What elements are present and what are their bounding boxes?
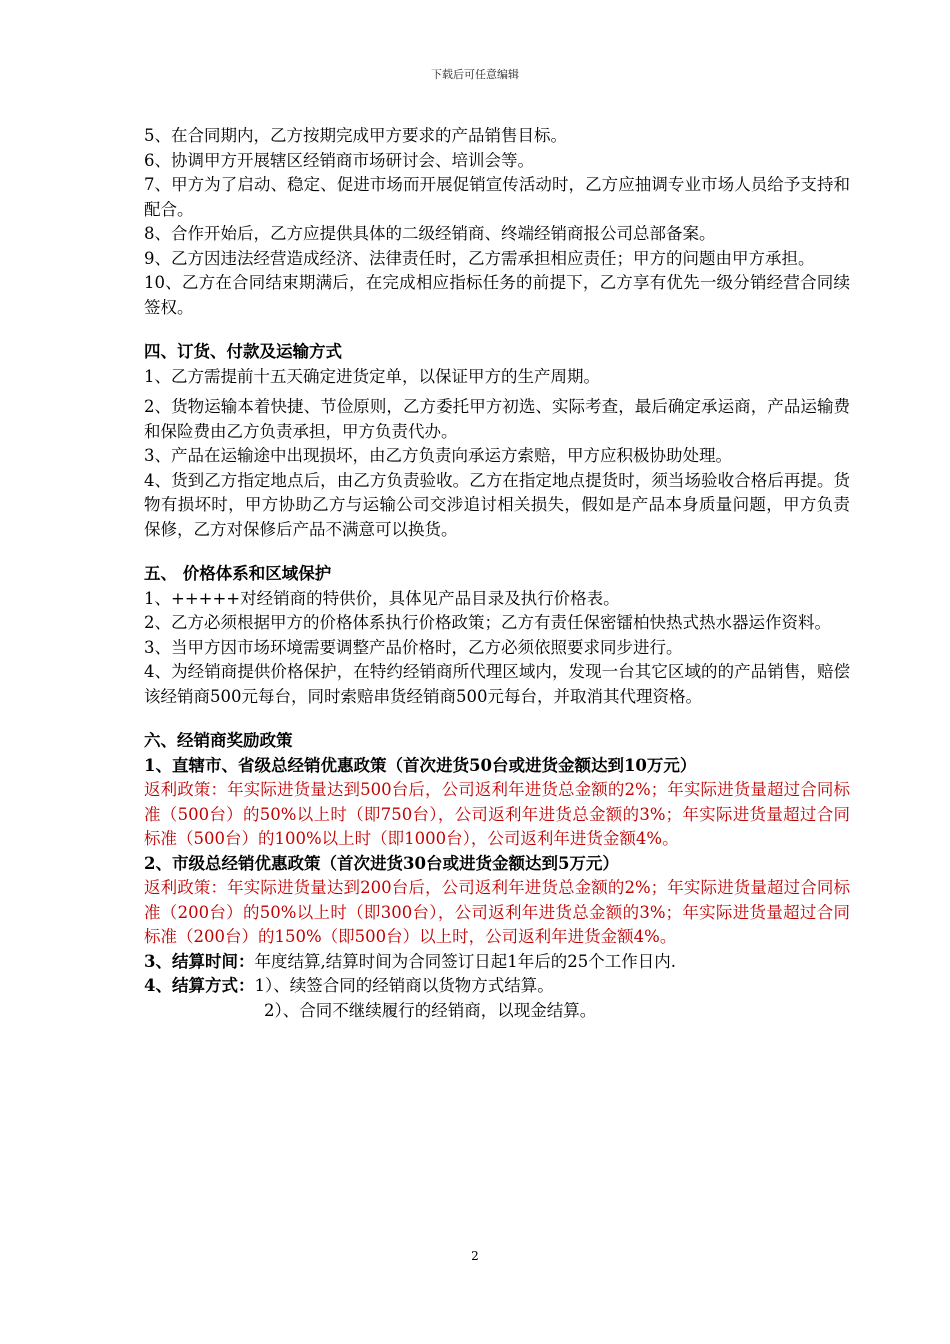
clause-5: 5、在合同期内，乙方按期完成甲方要求的产品销售目标。 [144, 126, 567, 145]
clause-9: 9、乙方因违法经营造成经济、法律责任时，乙方需承担相应责任；甲方的问题由甲方承担。 [144, 248, 815, 268]
section-4-item-2: 2、货物运输本着快捷、节俭原则，乙方委托甲方初选、实际考查，最后确定承运商，产品运输费和保险费由乙方负责承担，甲方负责代办。 [144, 397, 850, 441]
section-6-sub3-text: 年度结算,结算时间为合同签订日起1年后的25个工作日内. [254, 951, 676, 971]
section-6-title: 六、经销商奖励政策 [144, 731, 293, 750]
section-6-sub4 [144, 974, 850, 999]
section-6-sub3-label: 3、结算时间： [144, 951, 255, 971]
clause-6: 6、协调甲方开展辖区经销商市场研讨会、培训会等。 [144, 150, 534, 170]
section-5-item-1: 1、+++++对经销商的特供价，具体见产品目录及执行价格表。 [144, 588, 620, 608]
clause-7: 7、甲方为了启动、稳定、促进市场而开展促销宣传活动时，乙方应抽调专业市场人员给予支持和配合。 [144, 175, 850, 219]
section-5-title: 五、 价格体系和区域保护 [144, 564, 332, 583]
section-4-item-3: 3、产品在运输途中出现损坏，由乙方负责向承运方索赔，甲方应积极协助处理。 [144, 446, 732, 465]
section-6-sub3 [144, 950, 850, 975]
section-6-sub4-line2: 2）、合同不继续履行的经销商，以现金结算。 [264, 1000, 597, 1020]
clause-10: 10、乙方在合同结束期满后，在完成相应指标任务的前提下，乙方享有优先一级分销经营合同续签权。 [144, 273, 850, 317]
section-6-sub2-body: 返利政策：年实际进货量达到200台后，公司返利年进货总金额的2%；年实际进货量超过合同标准（200台）的50%以上时（即300台），公司返利年进货总金额的3%；年实际进货量超过合同标准（200台）的150%（即500台）以上时，公司返利年进货金额4%。 [144, 878, 850, 946]
page-header-note: 下载后可任意编辑 [431, 68, 519, 81]
section-4-item-4: 4、货到乙方指定地点后，由乙方负责验收。乙方在指定地点提货时，须当场验收合格后再提。货物有损坏时，甲方协助乙方与运输公司交涉追讨相关损失，假如是产品本身质量问题，甲方负责保修，乙方对保修后产品不满意可以换货。 [144, 470, 850, 539]
section-5-item-2: 2、乙方必须根据甲方的价格体系执行价格政策；乙方有责任保密镭柏快热式热水器运作资料。 [144, 613, 831, 632]
section-5-item-4: 4、为经销商提供价格保护，在特约经销商所代理区域内，发现一台其它区域的的产品销售，赔偿该经销商500元每台，同时索赔串货经销商500元每台，并取消其代理资格。 [144, 662, 850, 706]
section-4-item-1: 1、乙方需提前十五天确定进货定单，以保证甲方的生产周期。 [144, 366, 600, 386]
section-5-item-3: 3、当甲方因市场环境需要调整产品价格时，乙方必须依照要求同步进行。 [144, 637, 683, 657]
section-6-sub2-title: 2、市级总经销优惠政策（首次进货30台或进货金额达到5万元） [144, 853, 619, 873]
document-body [144, 124, 850, 1023]
section-6-sub1-title: 1、直辖市、省级总经销优惠政策（首次进货50台或进货金额达到10万元） [144, 755, 697, 775]
section-4-title: 四、订货、付款及运输方式 [144, 342, 342, 361]
page-number: 2 [471, 1249, 479, 1263]
section-6-sub4-line1: 1）、续签合同的经销商以货物方式结算。 [254, 976, 554, 995]
section-6-sub1-body: 返利政策：年实际进货量达到500台后，公司返利年进货总金额的2%；年实际进货量超过合同标准（500台）的50%以上时（即750台），公司返利年进货总金额的3%；年实际进货量超过合同标准（500台）的100%以上时（即1000台），公司返利年进货金额4%。 [144, 780, 850, 848]
section-6-sub4-label: 4、结算方式： [144, 976, 255, 995]
clause-8: 8、合作开始后，乙方应提供具体的二级经销商、终端经销商报公司总部备案。 [144, 224, 716, 243]
